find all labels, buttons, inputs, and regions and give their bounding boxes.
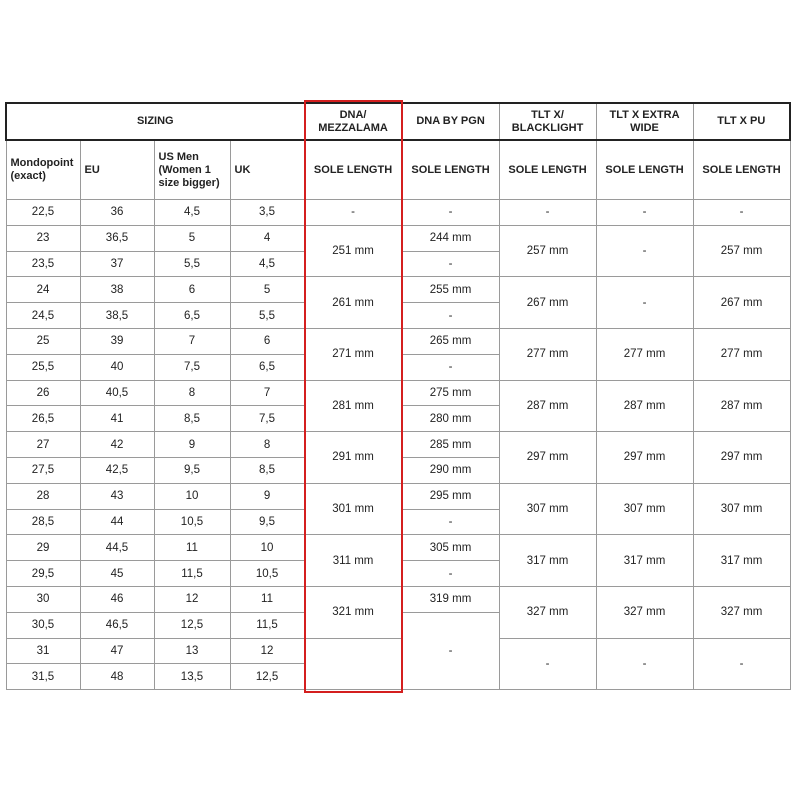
mondopoint-cell: 28: [6, 483, 80, 509]
dna-mezzalama-sole-length-cell: 251 mm: [304, 225, 402, 277]
uk-size-cell: 4,5: [230, 251, 304, 277]
tlt-blacklight-sole-length-cell: 287 mm: [499, 380, 596, 432]
subheader-sole-length: SOLE LENGTH: [499, 140, 596, 200]
dna-pgn-sole-length-cell: 290 mm: [402, 457, 499, 483]
tlt-extra-wide-sole-length-cell: 327 mm: [596, 586, 693, 638]
us-size-cell: 7: [154, 328, 230, 354]
eu-size-cell: 42: [80, 432, 154, 458]
subheader-uk: UK: [230, 140, 304, 200]
header-sizing: SIZING: [6, 103, 304, 140]
uk-size-cell: 8,5: [230, 457, 304, 483]
us-size-cell: 9: [154, 432, 230, 458]
mondopoint-cell: 31: [6, 638, 80, 664]
tlt-blacklight-sole-length-cell: 277 mm: [499, 328, 596, 380]
dna-pgn-sole-length-cell: 265 mm: [402, 328, 499, 354]
dna-mezzalama-sole-length-cell: 321 mm: [304, 586, 402, 638]
table-row: [6, 225, 790, 251]
mondopoint-cell: 30,5: [6, 612, 80, 638]
uk-size-cell: 5: [230, 277, 304, 303]
us-size-cell: 10: [154, 483, 230, 509]
subheader-sole-length: SOLE LENGTH: [596, 140, 693, 200]
subheader-sole-length: SOLE LENGTH: [693, 140, 790, 200]
eu-size-cell: 46: [80, 586, 154, 612]
table-row: [6, 535, 790, 561]
subheader-us-men: US Men (Women 1 size bigger): [154, 140, 230, 200]
subheader-mondopoint: Mondopoint (exact): [6, 140, 80, 200]
mondopoint-cell: 25: [6, 328, 80, 354]
us-size-cell: 11: [154, 535, 230, 561]
dna-pgn-sole-length-cell: 295 mm: [402, 483, 499, 509]
mondopoint-cell: 28,5: [6, 509, 80, 535]
uk-size-cell: 6: [230, 328, 304, 354]
mondopoint-cell: 26,5: [6, 406, 80, 432]
tlt-blacklight-sole-length-cell: -: [499, 200, 596, 226]
size-chart-table: [5, 102, 791, 690]
us-size-cell: 8: [154, 380, 230, 406]
tlt-pu-sole-length-cell: -: [693, 200, 790, 226]
dna-pgn-sole-length-cell: -: [402, 354, 499, 380]
table-row: [6, 328, 790, 354]
mondopoint-cell: 29: [6, 535, 80, 561]
eu-size-cell: 45: [80, 561, 154, 587]
tlt-blacklight-sole-length-cell: 317 mm: [499, 535, 596, 587]
uk-size-cell: 11,5: [230, 612, 304, 638]
uk-size-cell: 10: [230, 535, 304, 561]
dna-mezzalama-sole-length-cell: 271 mm: [304, 328, 402, 380]
uk-size-cell: 3,5: [230, 200, 304, 226]
dna-pgn-sole-length-cell: -: [402, 612, 499, 689]
dna-mezzalama-sole-length-cell: 281 mm: [304, 380, 402, 432]
mondopoint-cell: 30: [6, 586, 80, 612]
mondopoint-cell: 31,5: [6, 664, 80, 690]
dna-pgn-sole-length-cell: -: [402, 509, 499, 535]
tlt-extra-wide-sole-length-cell: -: [596, 638, 693, 690]
uk-size-cell: 12,5: [230, 664, 304, 690]
tlt-extra-wide-sole-length-cell: 307 mm: [596, 483, 693, 535]
uk-size-cell: 9,5: [230, 509, 304, 535]
dna-mezzalama-sole-length-cell: 291 mm: [304, 432, 402, 484]
header-dna-by-pgn: DNA BY PGN: [402, 103, 499, 140]
us-size-cell: 6,5: [154, 303, 230, 329]
uk-size-cell: 7,5: [230, 406, 304, 432]
eu-size-cell: 46,5: [80, 612, 154, 638]
tlt-extra-wide-sole-length-cell: 277 mm: [596, 328, 693, 380]
header-dna-mezzalama: DNA/ MEZZALAMA: [304, 103, 402, 140]
eu-size-cell: 41: [80, 406, 154, 432]
tlt-extra-wide-sole-length-cell: -: [596, 200, 693, 226]
eu-size-cell: 37: [80, 251, 154, 277]
dna-pgn-sole-length-cell: -: [402, 303, 499, 329]
us-size-cell: 6: [154, 277, 230, 303]
us-size-cell: 12: [154, 586, 230, 612]
table-row: [6, 586, 790, 612]
eu-size-cell: 43: [80, 483, 154, 509]
us-size-cell: 13: [154, 638, 230, 664]
subheader-sole-length: SOLE LENGTH: [402, 140, 499, 200]
dna-pgn-sole-length-cell: 275 mm: [402, 380, 499, 406]
dna-pgn-sole-length-cell: -: [402, 200, 499, 226]
mondopoint-cell: 25,5: [6, 354, 80, 380]
us-size-cell: 10,5: [154, 509, 230, 535]
table-row: [6, 380, 790, 406]
tlt-pu-sole-length-cell: -: [693, 638, 790, 690]
tlt-extra-wide-sole-length-cell: -: [596, 277, 693, 329]
us-size-cell: 12,5: [154, 612, 230, 638]
tlt-blacklight-sole-length-cell: 257 mm: [499, 225, 596, 277]
us-size-cell: 5,5: [154, 251, 230, 277]
uk-size-cell: 4: [230, 225, 304, 251]
us-size-cell: 13,5: [154, 664, 230, 690]
eu-size-cell: 48: [80, 664, 154, 690]
uk-size-cell: 12: [230, 638, 304, 664]
tlt-pu-sole-length-cell: 267 mm: [693, 277, 790, 329]
tlt-pu-sole-length-cell: 257 mm: [693, 225, 790, 277]
uk-size-cell: 9: [230, 483, 304, 509]
mondopoint-cell: 22,5: [6, 200, 80, 226]
us-size-cell: 11,5: [154, 561, 230, 587]
dna-pgn-sole-length-cell: 255 mm: [402, 277, 499, 303]
us-size-cell: 9,5: [154, 457, 230, 483]
tlt-pu-sole-length-cell: 327 mm: [693, 586, 790, 638]
mondopoint-cell: 27,5: [6, 457, 80, 483]
table-row: [6, 432, 790, 458]
uk-size-cell: 8: [230, 432, 304, 458]
mondopoint-cell: 24: [6, 277, 80, 303]
mondopoint-cell: 23: [6, 225, 80, 251]
dna-pgn-sole-length-cell: 244 mm: [402, 225, 499, 251]
us-size-cell: 4,5: [154, 200, 230, 226]
header-tlt-x-extra-wide: TLT X EXTRA WIDE: [596, 103, 693, 140]
eu-size-cell: 44,5: [80, 535, 154, 561]
tlt-pu-sole-length-cell: 307 mm: [693, 483, 790, 535]
uk-size-cell: 7: [230, 380, 304, 406]
us-size-cell: 7,5: [154, 354, 230, 380]
eu-size-cell: 36,5: [80, 225, 154, 251]
mondopoint-cell: 26: [6, 380, 80, 406]
header-tlt-x-blacklight: TLT X/ BLACKLIGHT: [499, 103, 596, 140]
uk-size-cell: 11: [230, 586, 304, 612]
tlt-blacklight-sole-length-cell: 327 mm: [499, 586, 596, 638]
header-tlt-x-pu: TLT X PU: [693, 103, 790, 140]
dna-pgn-sole-length-cell: 305 mm: [402, 535, 499, 561]
mondopoint-cell: 23,5: [6, 251, 80, 277]
table-row: [6, 277, 790, 303]
dna-pgn-sole-length-cell: 280 mm: [402, 406, 499, 432]
subheader-eu: EU: [80, 140, 154, 200]
tlt-extra-wide-sole-length-cell: 297 mm: [596, 432, 693, 484]
dna-pgn-sole-length-cell: 285 mm: [402, 432, 499, 458]
eu-size-cell: 38,5: [80, 303, 154, 329]
dna-mezzalama-sole-length-cell: 261 mm: [304, 277, 402, 329]
tlt-blacklight-sole-length-cell: 297 mm: [499, 432, 596, 484]
tlt-extra-wide-sole-length-cell: 317 mm: [596, 535, 693, 587]
tlt-blacklight-sole-length-cell: 267 mm: [499, 277, 596, 329]
dna-mezzalama-sole-length-cell: 311 mm: [304, 535, 402, 587]
tlt-blacklight-sole-length-cell: 307 mm: [499, 483, 596, 535]
eu-size-cell: 39: [80, 328, 154, 354]
us-size-cell: 5: [154, 225, 230, 251]
dna-pgn-sole-length-cell: 319 mm: [402, 586, 499, 612]
tlt-pu-sole-length-cell: 277 mm: [693, 328, 790, 380]
table-row: [6, 483, 790, 509]
eu-size-cell: 47: [80, 638, 154, 664]
dna-mezzalama-sole-length-cell: 301 mm: [304, 483, 402, 535]
uk-size-cell: 5,5: [230, 303, 304, 329]
uk-size-cell: 6,5: [230, 354, 304, 380]
subheader-sole-length: SOLE LENGTH: [304, 140, 402, 200]
dna-pgn-sole-length-cell: -: [402, 251, 499, 277]
eu-size-cell: 40,5: [80, 380, 154, 406]
table-row: [6, 200, 790, 226]
tlt-extra-wide-sole-length-cell: -: [596, 225, 693, 277]
dna-mezzalama-sole-length-cell: -: [304, 200, 402, 226]
dna-mezzalama-sole-length-cell: [304, 638, 402, 690]
table-row: [6, 638, 790, 664]
dna-pgn-sole-length-cell: -: [402, 561, 499, 587]
tlt-pu-sole-length-cell: 287 mm: [693, 380, 790, 432]
eu-size-cell: 38: [80, 277, 154, 303]
eu-size-cell: 36: [80, 200, 154, 226]
tlt-blacklight-sole-length-cell: -: [499, 638, 596, 690]
mondopoint-cell: 29,5: [6, 561, 80, 587]
eu-size-cell: 44: [80, 509, 154, 535]
tlt-pu-sole-length-cell: 297 mm: [693, 432, 790, 484]
eu-size-cell: 40: [80, 354, 154, 380]
mondopoint-cell: 27: [6, 432, 80, 458]
tlt-extra-wide-sole-length-cell: 287 mm: [596, 380, 693, 432]
us-size-cell: 8,5: [154, 406, 230, 432]
eu-size-cell: 42,5: [80, 457, 154, 483]
uk-size-cell: 10,5: [230, 561, 304, 587]
tlt-pu-sole-length-cell: 317 mm: [693, 535, 790, 587]
mondopoint-cell: 24,5: [6, 303, 80, 329]
